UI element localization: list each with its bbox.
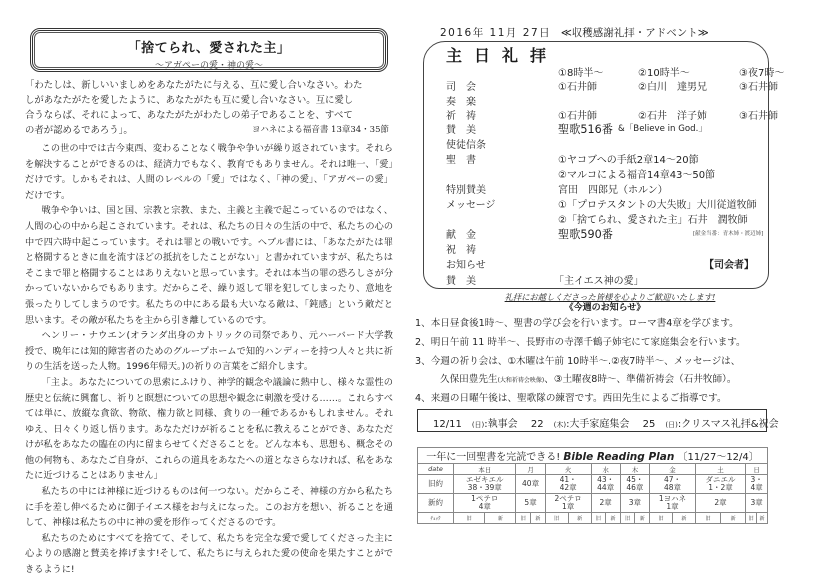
- service-row-organ: [446, 93, 510, 108]
- sermon-paragraph: 私たちのためにすべてを捨てて、そして、私たちを完全な愛で愛してくださった主に心よりの感謝と賛美を捧げます!そして、私たちに与えられた愛の使命を果たすことができるように!: [25, 532, 393, 576]
- old-testament-label: 旧約: [418, 475, 454, 494]
- service-row-benediction: [446, 241, 510, 256]
- row-label: 献 金: [446, 230, 476, 241]
- sermon-title: 「捨てられ、愛された主」: [127, 41, 291, 56]
- row-label: 司 会: [446, 82, 476, 93]
- plan-new-reading-cell: 2章: [695, 494, 745, 513]
- check-old-box[interactable]: 旧: [650, 513, 673, 524]
- plan-old-reading-cell: 45・ 46章: [620, 475, 649, 494]
- service-row-message: [446, 196, 757, 211]
- sermon-paragraph: ヘンリー・ナウエン(オランダ出身のカトリックの司祭であり、元ハーバード大学教授で、晩年には知的障害者のためのグループホームで知的ハンディーを持つ人々と共に祈りの生活を送った人物。1996年帰天。)の祈りの言葉をご紹介します。: [25, 330, 393, 373]
- plan-day-cell: 水: [591, 464, 620, 475]
- announcement-item: 1、本日昼食後1時〜、聖書の学び会を行います。ローマ書4章を学びます。: [415, 318, 739, 329]
- bulletin-occasion: ≪収穫感謝礼拝・アドベント≫: [560, 27, 709, 39]
- service-row-offering: [446, 226, 764, 241]
- service-row-presider: [446, 78, 778, 93]
- verse-line-end: の者が認めるであろう」。: [25, 125, 133, 136]
- plan-new-reading-cell: 1ペテロ 4章: [454, 494, 516, 513]
- check-old-box[interactable]: 旧: [454, 513, 485, 524]
- row-value: ②白川 達男兄: [638, 82, 707, 93]
- plan-new-reading-cell: 5章: [516, 494, 545, 513]
- plan-day-cell: 火: [545, 464, 591, 475]
- row-value: ②マルコによる福音14章43〜50節: [558, 170, 716, 181]
- plan-old-reading-cell: 47・ 48章: [650, 475, 696, 494]
- plan-day-cell: 日: [746, 464, 768, 475]
- row-value: 「主イエス神の愛」: [554, 276, 644, 287]
- announcement-item: 4、来週の日曜午後は、聖歌隊の練習です。西田先生によるご指導です。: [415, 393, 727, 404]
- row-label: 賛 美: [446, 125, 476, 136]
- row-value: ①「プロテスタントの大失敗」大川従道牧師: [558, 200, 757, 211]
- row-label: 使徒信条: [446, 140, 486, 151]
- row-label: 特別賛美: [446, 185, 486, 196]
- verse-line: [25, 123, 393, 138]
- service-row-scripture: [446, 151, 699, 166]
- row-label: 奏 楽: [446, 97, 476, 108]
- row-label: 聖 書: [446, 155, 476, 166]
- announcement-text: 、③土曜夜8時〜、準備祈祷会（石井牧師）。: [544, 374, 737, 385]
- row-value: ①石井師: [558, 82, 597, 93]
- row-value: ①石井師: [558, 111, 597, 122]
- scripture-quote: [25, 78, 393, 138]
- announcement-item: 2、明日午前 11 時半〜、長野市の寺澤千鶴子姉宅にて家庭集会を行います。: [415, 337, 746, 348]
- plan-day-cell: 金: [650, 464, 696, 475]
- row-label: 賛 美: [446, 276, 476, 287]
- event-item: 12/11 (日):執事会: [433, 419, 518, 430]
- time-2: ②10時半〜: [638, 68, 690, 79]
- plan-new-reading-cell: 2章: [591, 494, 620, 513]
- check-old-box[interactable]: 旧: [620, 513, 635, 524]
- sermon-paragraph: 戦争や争いは、国と国、宗教と宗教、また、主義と主義で起こっているのではなく、人間の心の中から起こされています。それは、私たちの日々の生活の中で、私たちの心の中で四六時中起こっています。それは罪との戦いです。ヘブル書には、「あなたがたは罪と格闘するときに血を流すほどの抵抗をしたことがない」と書かれていますが、私たちはそこまで罪と格闘することはありえないと思っています。それは本当の罪の恐ろしさが分かっていないからでもあります。だからこそ、繰り返して罪を犯してしまったり、意地を張ったりしてしまうのです。私たちの中にある最も大いなる敵は、「鈍感」という敵だと思います。その敵が私たちを主から引き離しているのです。: [25, 205, 394, 326]
- plan-day-cell: 本日: [454, 464, 516, 475]
- plan-old-reading-cell: ダニエル 1・2章: [695, 475, 745, 494]
- plan-day-cell: 土: [695, 464, 745, 475]
- row-label: お知らせ: [446, 260, 486, 271]
- welcome-message: 礼拝にお越しくださった皆様を心よりご歓迎いたします!: [504, 292, 716, 302]
- row-value: 宮田 四郎兄（ホルン）: [558, 185, 668, 196]
- check-label: ﾁｪｯｸ: [418, 513, 454, 524]
- verse-reference: ヨハネによる福音書 13章34・35節: [251, 125, 389, 135]
- plan-new-reading-cell: 2ペテロ 1章: [545, 494, 591, 513]
- sermon-title-box: [30, 28, 388, 72]
- row-label: 祈 祷: [446, 111, 476, 122]
- row-value: ②「捨てられ、愛された主」石井 潤牧師: [558, 215, 748, 226]
- plan-title-en: Bible Reading Plan: [563, 451, 675, 463]
- row-value: ①ヤコブへの手紙2章14〜20節: [558, 155, 699, 166]
- check-new-box[interactable]: 新: [635, 513, 650, 524]
- verse-line: しがあなたがたを愛したように、あなたがたも互に愛し合いなさい。互に愛し: [25, 95, 354, 106]
- sermon-body: [25, 141, 393, 578]
- check-new-box[interactable]: 新: [568, 513, 591, 524]
- check-new-box[interactable]: 新: [485, 513, 516, 524]
- service-row-announcements: [446, 256, 754, 271]
- plan-new-reading-cell: 1ヨハネ 1章: [650, 494, 696, 513]
- row-value: ②石井 洋子姉: [638, 111, 707, 122]
- service-title: 主日礼拝: [446, 46, 559, 65]
- service-row-closing-hymn: [446, 272, 644, 287]
- check-new-box[interactable]: 新: [606, 513, 621, 524]
- sermon-paragraph: 私たちの中には神様に近づけるものは何一つない。だからこそ、神様の方から私たちに手を差し伸べるために御子イエス様をお与えになった。このお方を想い、祈ることを通して、神様は私たちの中に神の愛を形作ってくださるのです。: [25, 486, 393, 529]
- check-old-box[interactable]: 旧: [746, 513, 757, 524]
- row-value: 聖歌516番: [558, 123, 613, 136]
- row-value: ③石井師: [739, 82, 778, 93]
- sermon-subtitle: 〜アガペーの愛・神の愛〜: [155, 61, 263, 71]
- announcement-item: 3、今週の祈り会は、①木曜は午前 10時半〜.②夜7時半〜、メッセージは、: [415, 356, 741, 367]
- plan-old-reading-cell: 3・ 4章: [746, 475, 768, 494]
- row-value: &「Believe in God.」: [618, 124, 707, 134]
- announcements-heading: 《今週のお知らせ》: [564, 303, 646, 313]
- check-old-box[interactable]: 旧: [591, 513, 606, 524]
- service-row-special-music: [446, 181, 668, 196]
- offering-duty-note: [献金当番：青木姉・渡辺姉]: [693, 231, 764, 237]
- service-row-hymn: [446, 121, 707, 136]
- reading-plan-title: [418, 448, 768, 464]
- plan-day-cell: 木: [620, 464, 649, 475]
- check-old-box[interactable]: 旧: [545, 513, 568, 524]
- time-3: ③夜7時〜: [739, 68, 785, 79]
- check-old-box[interactable]: 旧: [516, 513, 531, 524]
- plan-old-reading-cell: エゼキエル 38・39章: [454, 475, 516, 494]
- presider-note: 【司会者】: [704, 260, 754, 271]
- row-label: メッセージ: [446, 200, 496, 211]
- date-label: date: [418, 464, 454, 475]
- new-testament-label: 新約: [418, 494, 454, 513]
- plan-old-reading-cell: 43・ 44章: [591, 475, 620, 494]
- plan-range: 〔11/27〜12/4〕: [677, 452, 759, 463]
- plan-old-reading-cell: 40章: [516, 475, 545, 494]
- plan-old-reading-cell: 41・ 42章: [545, 475, 591, 494]
- bible-reading-plan-table: [417, 447, 768, 524]
- upcoming-events-box: [417, 409, 779, 432]
- plan-old-testament-row: [418, 475, 768, 494]
- bulletin-date: 2016年 11月 27日: [440, 27, 552, 39]
- check-new-box[interactable]: 新: [672, 513, 695, 524]
- time-1: ①8時半〜: [558, 68, 604, 79]
- sermon-paragraph: この世の中では古今東西、変わることなく戦争や争いが繰り返されています。それらを解決することができるのは、経済力でもなく、教育でもありません。それは唯一、「愛」だけです。しかもそれは、人間のレベルの「愛」ではなく、「神の愛」、「アガペーの愛」だけです。: [25, 143, 393, 201]
- event-item: 22 (木):大手家庭集会: [530, 419, 630, 430]
- plan-day-row: [418, 464, 768, 475]
- event-item: 25 (日):クリスマス礼拝&祝会: [642, 419, 779, 430]
- check-new-box[interactable]: 新: [756, 513, 767, 524]
- check-new-box[interactable]: 新: [721, 513, 746, 524]
- service-row-creed: [446, 136, 510, 151]
- row-label: 祝 祷: [446, 245, 476, 256]
- verse-line: 合うならば、それによって、あなたがたがわたしの弟子であることを、すべて: [25, 110, 353, 121]
- bulletin-date-line: [440, 25, 780, 40]
- speaker-name: 久保田豊先生: [440, 374, 498, 385]
- check-new-box[interactable]: 新: [531, 513, 546, 524]
- row-value: 聖歌590番: [558, 228, 613, 241]
- service-row-prayer: [446, 107, 778, 122]
- plan-check-row: [418, 513, 768, 524]
- speaker-note: (大和祈祷会映像): [497, 377, 545, 384]
- check-old-box[interactable]: 旧: [695, 513, 720, 524]
- row-value: ③石井師: [739, 111, 778, 122]
- verse-line: 「わたしは、新しいいましめをあなたがたに与える、互に愛し合いなさい。わた: [25, 80, 363, 91]
- sermon-paragraph: 「主よ。あなたについての思索にふけり、神学的観念や議論に熱中し、様々な霊性の歴史と伝統に興奮し、祈りと瞑想についての思想や観念に刺激を受ける……。これらすべては単に、放縦な貪欲、物欲、権力欲と同様、貪りの一種であるかもしれません。それゆえ、日々くり返し悟ります。あなただけが祈ることを私に教えることができ、あなただけが私をあなたの臨在の内に留まらせてくださることを。どんな本も、思想も、概念その他の何物も、あなたご自身が、これらの道具をあなたへの道となさらなければ、私をあなたに近づけることはありません」: [25, 376, 393, 482]
- plan-day-cell: 月: [516, 464, 545, 475]
- plan-title-jp: 一年に一回聖書を完読できる!: [426, 452, 561, 463]
- announcement-item-cont: [440, 371, 820, 385]
- plan-new-reading-cell: 3章: [620, 494, 649, 513]
- plan-new-reading-cell: 3章: [746, 494, 768, 513]
- plan-new-testament-row: [418, 494, 768, 513]
